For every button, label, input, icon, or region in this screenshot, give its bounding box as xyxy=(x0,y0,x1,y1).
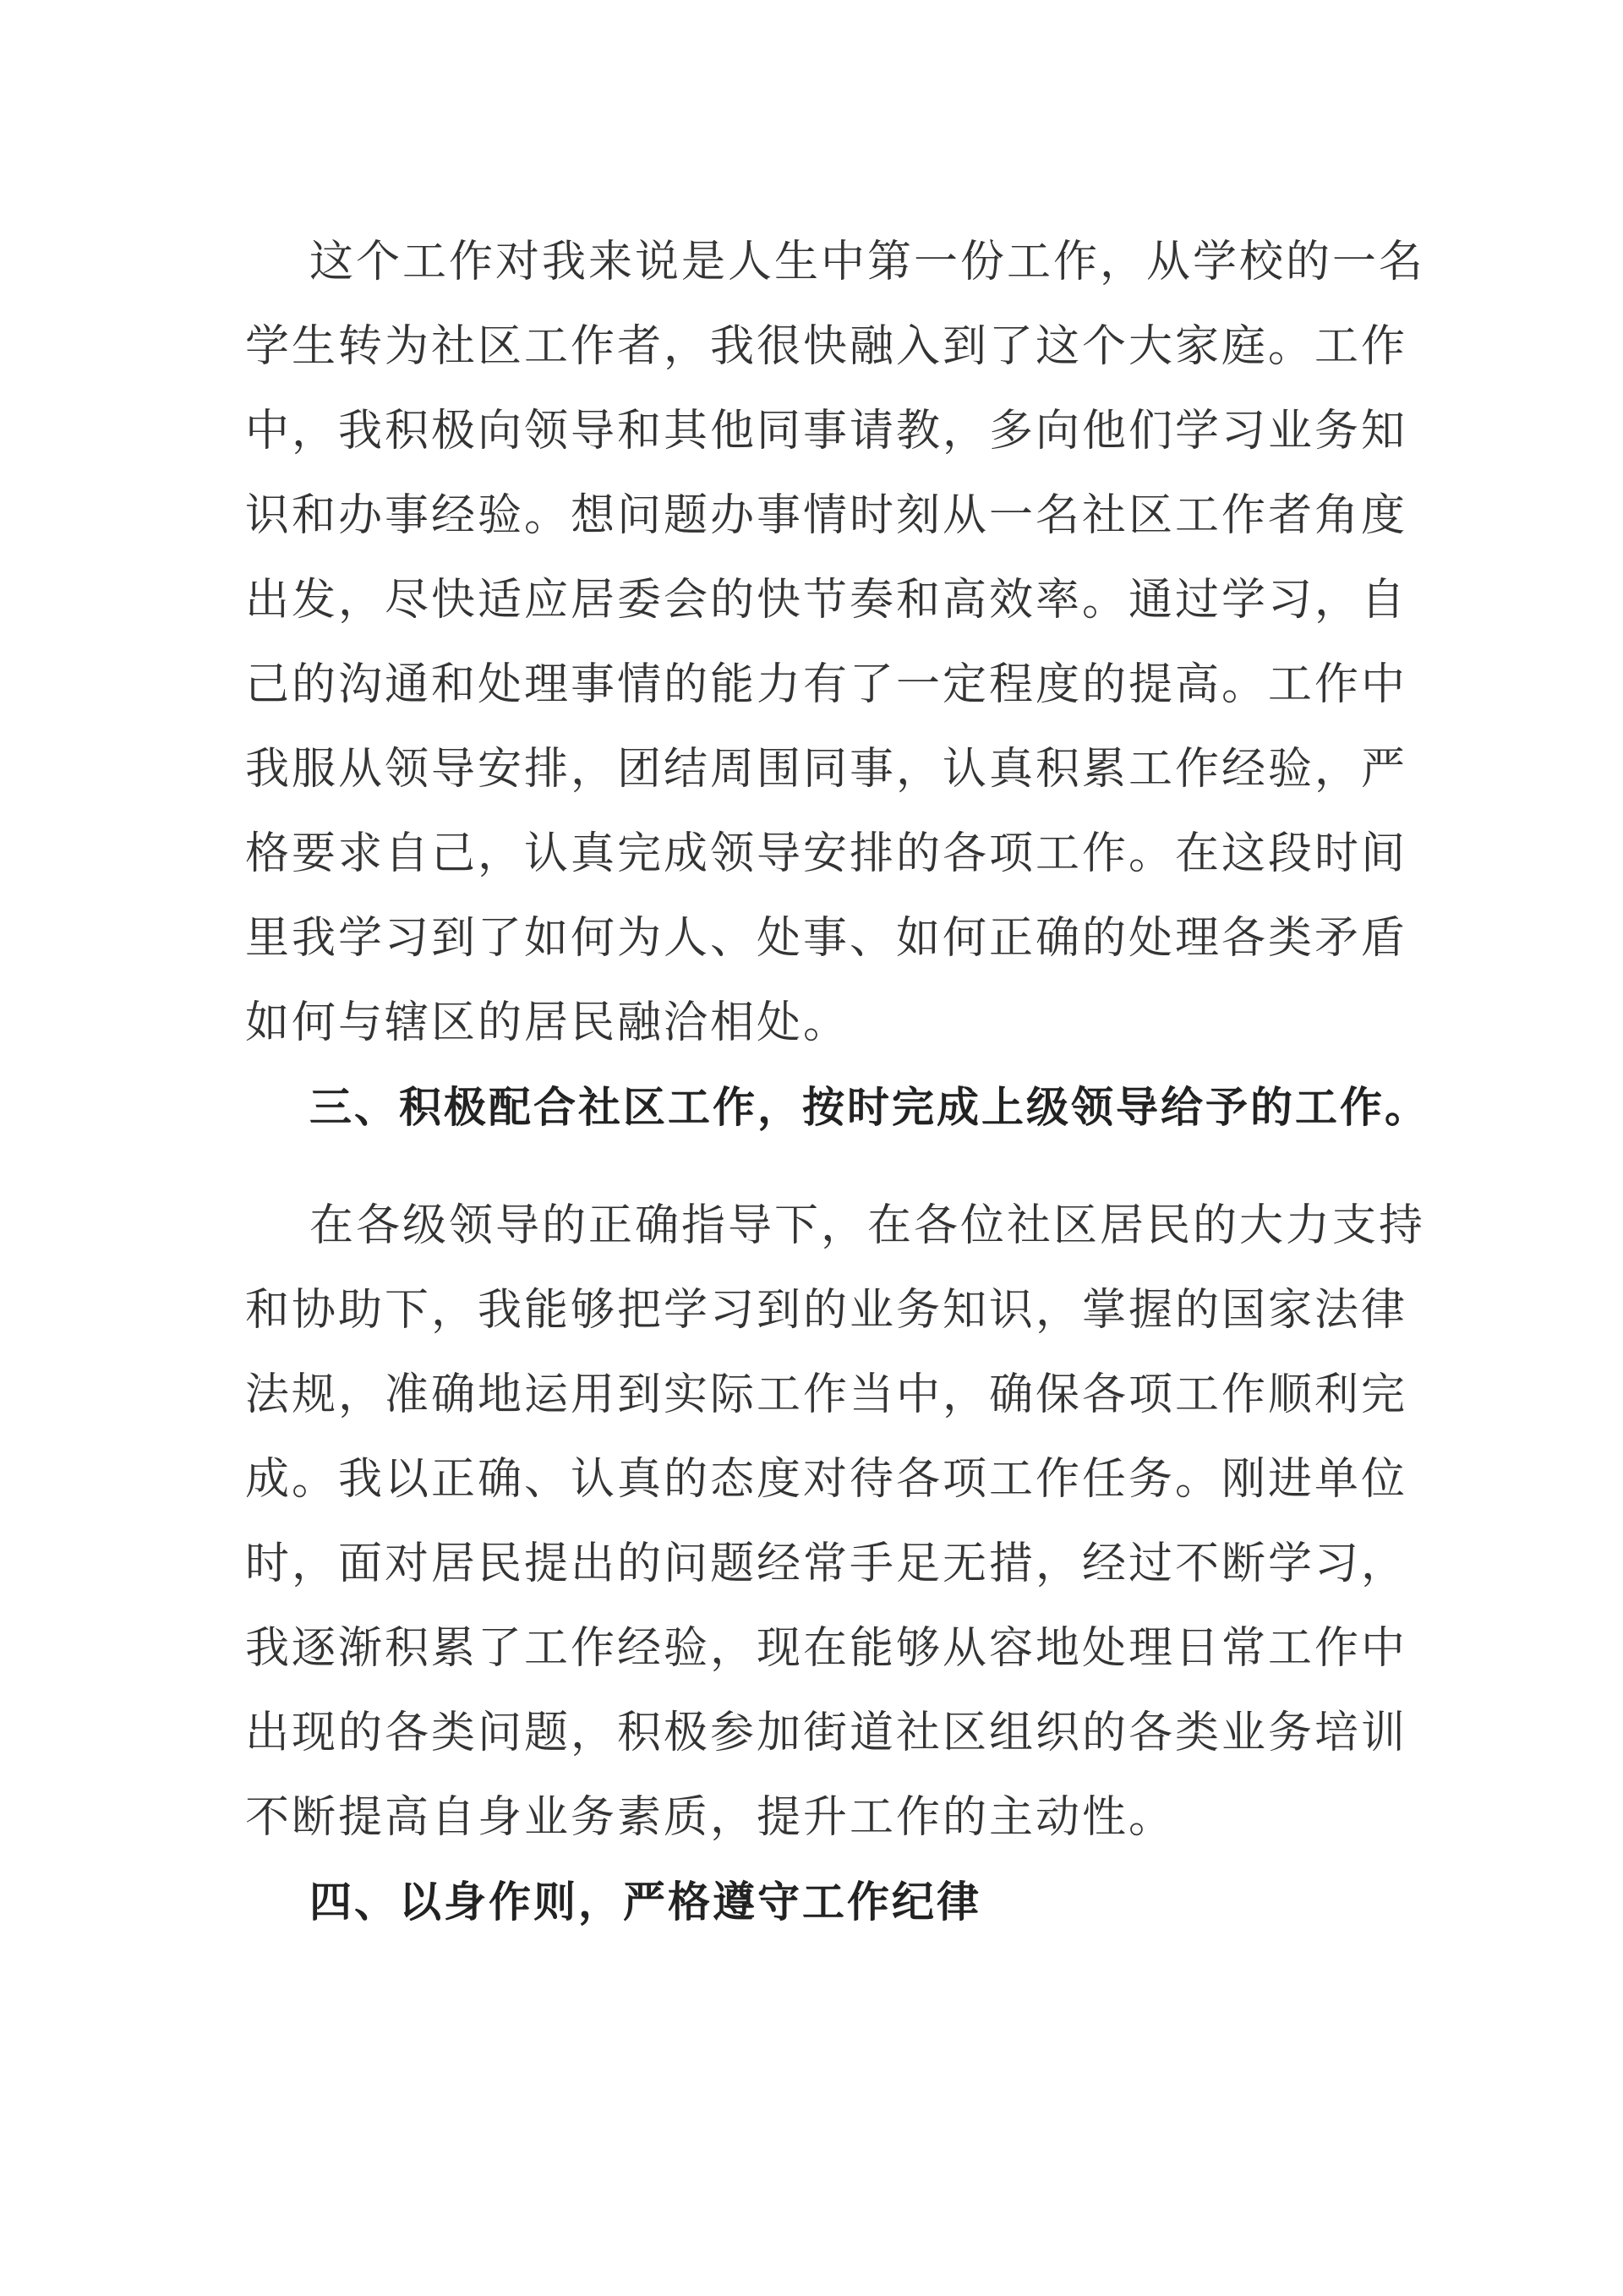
paragraph-2-line: 时，面对居民提出的问题经常手足无措，经过不断学习， xyxy=(245,1539,1408,1589)
paragraph-1-line: 里我学习到了如何为人、处事、如何正确的处理各类矛盾 xyxy=(245,913,1408,964)
paragraph-2-line: 出现的各类问题，积极参加街道社区组织的各类业务培训 xyxy=(245,1708,1408,1758)
paragraph-2-line: 法规，准确地运用到实际工作当中，确保各项工作顺利完 xyxy=(245,1369,1408,1420)
paragraph-2-line: 不断提高自身业务素质，提升工作的主动性。 xyxy=(245,1792,1176,1843)
paragraph-1-line: 出发，尽快适应居委会的快节奏和高效率。通过学习，自 xyxy=(245,575,1408,626)
paragraph-1-line: 学生转为社区工作者，我很快融入到了这个大家庭。工作 xyxy=(245,321,1408,372)
paragraph-1-line: 格要求自己，认真完成领导安排的各项工作。在这段时间 xyxy=(245,828,1408,879)
paragraph-2-line: 和协助下，我能够把学习到的业务知识，掌握的国家法律 xyxy=(245,1285,1408,1336)
paragraph-2-line: 成。我以正确、认真的态度对待各项工作任务。刚进单位 xyxy=(245,1454,1408,1505)
paragraph-1-line: 己的沟通和处理事情的能力有了一定程度的提高。工作中 xyxy=(245,659,1408,710)
section-heading-4: 四、以身作则，严格遵守工作纪律 xyxy=(309,1878,981,1927)
paragraph-1-line: 如何与辖区的居民融洽相处。 xyxy=(245,998,850,1048)
paragraph-2-line: 我逐渐积累了工作经验，现在能够从容地处理日常工作中 xyxy=(245,1623,1408,1674)
section-heading-3: 三、积极配合社区工作，按时完成上级领导给予的工作。 xyxy=(309,1083,1429,1132)
document-body xyxy=(245,220,1429,1944)
paragraph-1-line: 这个工作对我来说是人生中第一份工作，从学校的一名 xyxy=(309,237,1426,287)
paragraph-2-line: 在各级领导的正确指导下，在各位社区居民的大力支持 xyxy=(309,1200,1426,1251)
paragraph-1-line: 我服从领导安排，团结周围同事，认真积累工作经验，严 xyxy=(245,744,1408,795)
paragraph-1-line: 中，我积极向领导和其他同事请教，多向他们学习业务知 xyxy=(245,406,1408,456)
section-gap xyxy=(245,1150,1378,1184)
paragraph-1-line: 识和办事经验。想问题办事情时刻从一名社区工作者角度 xyxy=(245,490,1408,541)
